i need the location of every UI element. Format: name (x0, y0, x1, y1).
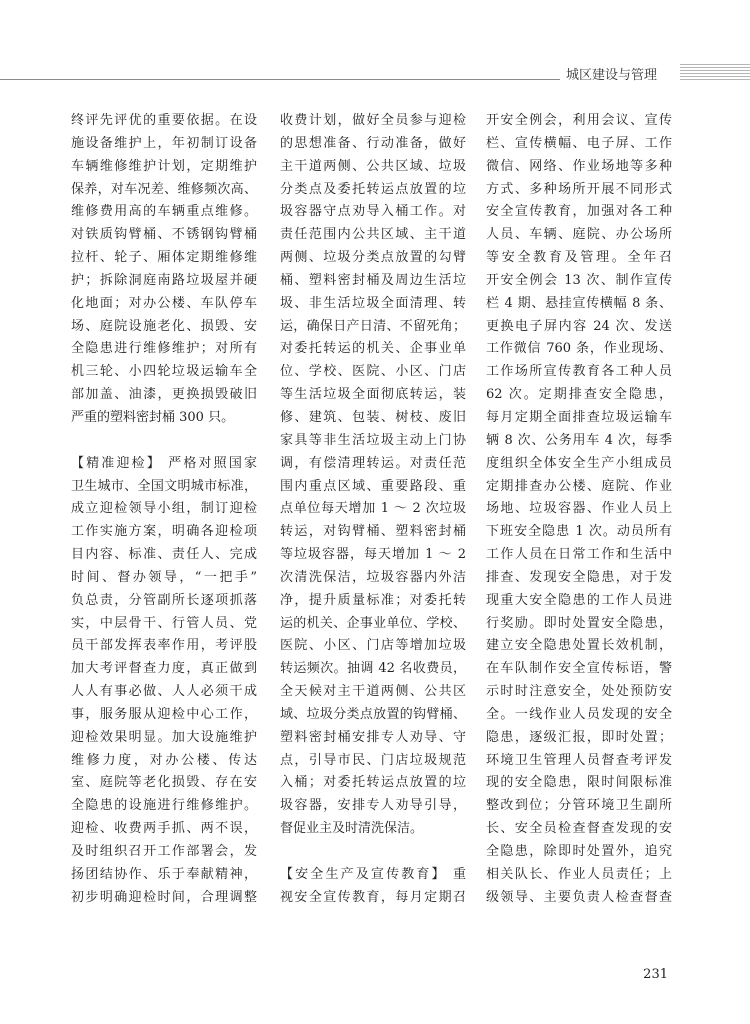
body-text-line: 等垃圾容器，每天增加 1 ～ 2 (280, 547, 466, 563)
body-text-line: 桶、塑料密封桶及周边生活垃 (280, 272, 466, 288)
body-text-line: 开安全例会，利用会议、宣传 (486, 113, 672, 128)
body-text-line: 现的安全隐患，限时间限标准 (486, 775, 672, 791)
body-text-line: 分类点及委托转运点放置的垃 (280, 181, 466, 197)
body-text-line: 部加盖、油漆，更换损毁破旧 (71, 387, 257, 403)
body-text-line: 医院、小区、门店等增加垃圾 (280, 638, 466, 654)
body-text-line: 级领导、主要负责人检查督查 (486, 889, 672, 905)
body-text-line: 长、安全员检查督查发现的安 (486, 821, 672, 837)
body-text-line: 成立迎检领导小组，制订迎检 (71, 501, 257, 517)
body-text-line: 开安全例会 13 次、制作宣传 (486, 272, 672, 288)
body-text-line: 定期排查办公楼、庭院、作业 (486, 478, 672, 494)
body-text-line: 示时时注意安全，处处预防安 (486, 684, 672, 700)
paragraph-spacer (280, 841, 466, 864)
body-text-line: 车辆维修维护计划，定期维护 (71, 158, 257, 174)
body-text-line: 维修力度，对办公楼、传达 (71, 752, 257, 768)
body-text-line: 终评先评优的重要依据。在设 (71, 113, 257, 128)
text-column-1 (71, 110, 257, 910)
section-heading-line: 【安全生产及宣传教育】 重 (280, 866, 466, 882)
body-text-line: 初步明确迎检时间，合理调整 (71, 889, 257, 905)
body-text-line: 对委托转运的机关、企事业单 (280, 341, 466, 357)
body-text-line: 转运频次。抽调 42 名收费员， (280, 661, 466, 677)
section-heading-line: 【精准迎检】 严格对照国家 (71, 455, 257, 471)
body-text-line: 等生活垃圾全面彻底转运，装 (280, 387, 466, 403)
body-text-line: 度组织全体安全生产小组成员 (486, 455, 672, 471)
text-column-2 (280, 110, 466, 910)
body-text-line: 全隐患进行维修维护；对所有 (71, 341, 257, 357)
body-text-line: 入桶；对委托转运点放置的垃 (280, 775, 466, 791)
body-text-line: 建立安全隐患处置长效机制， (486, 638, 672, 654)
body-text-line: 目内容、标准、责任人、完成 (71, 547, 257, 563)
body-text-line: 视安全宣传教育，每月定期召 (280, 889, 466, 905)
body-text-line: 工作人员在日常工作和生活中 (486, 547, 672, 563)
body-text-line: 栏 4 期、悬挂宣传横幅 8 条、 (486, 295, 672, 311)
body-text-line: 下班安全隐患 1 次。动员所有 (486, 524, 672, 540)
body-text-line: 加大考评督查力度，真正做到 (71, 661, 257, 677)
body-text-line: 扬团结协作、乐于奉献精神， (71, 866, 257, 882)
body-text-line: 家具等非生活垃圾主动上门协 (280, 432, 466, 448)
body-text-line: 修、建筑、包装、树枝、废旧 (280, 409, 466, 425)
body-text-line: 人人有事必做、人人必须干成 (71, 684, 257, 700)
body-text-line: 维修费用高的车辆重点维修。 (71, 204, 257, 220)
body-text-line: 保养，对车况差、维修频次高、 (71, 181, 257, 197)
body-text-line: 负总责，分管副所长逐项抓落 (71, 592, 257, 608)
body-text-line: 62 次。定期排查安全隐患， (486, 387, 672, 403)
body-text-line: 点单位每天增加 1 ～ 2 次垃圾 (280, 501, 466, 517)
body-text-line: 实，中层骨干、行管人员、党 (71, 615, 257, 631)
body-text-line: 相关队长、作业人员责任；上 (486, 866, 672, 882)
body-text-line: 现重大安全隐患的工作人员进 (486, 592, 672, 608)
page-number: 231 (643, 967, 668, 982)
body-text-line: 每月定期全面排查垃圾运输车 (486, 409, 672, 425)
body-text-line: 严重的塑料密封桶 300 只。 (71, 409, 235, 425)
body-text-line: 化地面；对办公楼、车队停车 (71, 295, 257, 311)
body-text-line: 两侧、垃圾分类点放置的勾臂 (280, 250, 466, 266)
body-text-line: 运的机关、企事业单位、学校、 (280, 615, 466, 631)
body-text-line: 工作微信 760 条，作业现场、 (486, 341, 672, 357)
text-column-3 (486, 110, 672, 910)
body-text-line: 卫生城市、全国文明城市标准， (71, 478, 257, 494)
body-text-line: 点，引导市民、门店垃圾规范 (280, 752, 466, 768)
body-text-line: 室、庭院等老化损毁、存在安 (71, 775, 257, 791)
body-text-line: 及时组织召开工作部署会，发 (71, 844, 257, 859)
body-text-line: 人员、车辆、庭院、办公场所 (486, 227, 672, 243)
body-text-line: 员干部发挥表率作用，考评股 (71, 638, 257, 654)
header-decoration-lines (680, 64, 750, 82)
body-text-line: 围内重点区域、重要路段、重 (280, 478, 466, 494)
body-text-line: 隐患，逐级汇报，即时处置； (486, 729, 672, 745)
body-text-line: 运，确保日产日清、不留死角； (280, 318, 466, 334)
body-text-line: 施设备维护上，年初制订设备 (71, 135, 257, 151)
body-text-line: 全隐患的设施进行维修维护。 (71, 798, 257, 814)
body-text-line: 等安全教育及管理。全年召 (486, 250, 672, 266)
body-text-line: 场地、垃圾容器、作业人员上 (486, 501, 672, 517)
body-text-line: 环境卫生管理人员督查考评发 (486, 752, 672, 768)
body-text-line: 域、垃圾分类点放置的钩臂桶、 (280, 706, 466, 722)
body-text-line: 主干道两侧、公共区域、垃圾 (280, 158, 466, 174)
body-text-line: 督促业主及时清洗保洁。 (280, 821, 424, 837)
body-text-line: 辆 8 次、公务用车 4 次，每季 (486, 432, 672, 448)
body-text-line: 安全宣传教育，加强对各工种 (486, 204, 672, 220)
header-rule (0, 79, 560, 80)
body-text-line: 圾容器，安排专人劝导引导， (280, 798, 466, 814)
body-text-line: 净，提升质量标准；对委托转 (280, 592, 466, 608)
body-text-line: 调，有偿清理转运。对责任范 (280, 455, 466, 471)
body-text-line: 方式、多种场所开展不同形式 (486, 181, 672, 197)
body-text-line: 整改到位；分管环境卫生副所 (486, 798, 672, 814)
body-text-line: 转运，对钩臂桶、塑料密封桶 (280, 524, 466, 540)
paragraph-spacer (71, 430, 257, 453)
body-text-line: 机三轮、小四轮垃圾运输车全 (71, 364, 257, 380)
body-text-line: 工作场所宣传教育各工种人员 (486, 364, 672, 380)
body-text-line: 次清洗保洁，垃圾容器内外洁 (280, 569, 466, 585)
body-text-line: 圾容器守点劝导入桶工作。对 (280, 204, 466, 220)
body-text-line: 对铁质钩臂桶、不锈钢钩臂桶 (71, 227, 257, 243)
body-text-line: 迎检、收费两手抓、两不误， (71, 821, 257, 837)
body-text-line: 拉杆、轮子、厢体定期维修维 (71, 250, 257, 266)
body-text-line: 的思想准备、行动准备，做好 (280, 135, 466, 151)
body-text-line: 责任范围内公共区域、主干道 (280, 227, 466, 243)
body-text-line: 更换电子屏内容 24 次、发送 (486, 318, 672, 334)
body-text-line: 收费计划，做好全员参与迎检 (280, 113, 466, 128)
body-text-line: 在车队制作安全宣传标语，警 (486, 661, 672, 677)
body-text-line: 全天候对主干道两侧、公共区 (280, 684, 466, 700)
body-text-line: 行奖励。即时处置安全隐患， (486, 615, 672, 631)
body-text-line: 场、庭院设施老化、损毁、安 (71, 318, 257, 334)
body-text-line: 塑料密封桶安排专人劝导、守 (280, 729, 466, 745)
body-text-line: 事，服务服从迎检中心工作， (71, 706, 257, 722)
body-text-line: 微信、网络、作业场地等多种 (486, 158, 672, 174)
body-text-line: 栏、宣传横幅、电子屏、工作 (486, 135, 672, 151)
body-text-line: 排查、发现安全隐患，对于发 (486, 569, 672, 585)
body-text-line: 护；拆除洞庭南路垃圾屋并硬 (71, 272, 257, 288)
body-text-line: 时间、督办领导，“一把手” (71, 569, 257, 585)
body-text-line: 全。一线作业人员发现的安全 (486, 706, 672, 722)
body-text-line: 工作实施方案，明确各迎检项 (71, 524, 257, 540)
body-text-line: 全隐患，除即时处置外，追究 (486, 844, 672, 859)
body-text-line: 迎检效果明显。加大设施维护 (71, 729, 257, 745)
body-text-line: 位、学校、医院、小区、门店 (280, 364, 466, 380)
section-header-title: 城区建设与管理 (566, 68, 658, 83)
body-text-line: 圾、非生活垃圾全面清理、转 (280, 295, 466, 311)
